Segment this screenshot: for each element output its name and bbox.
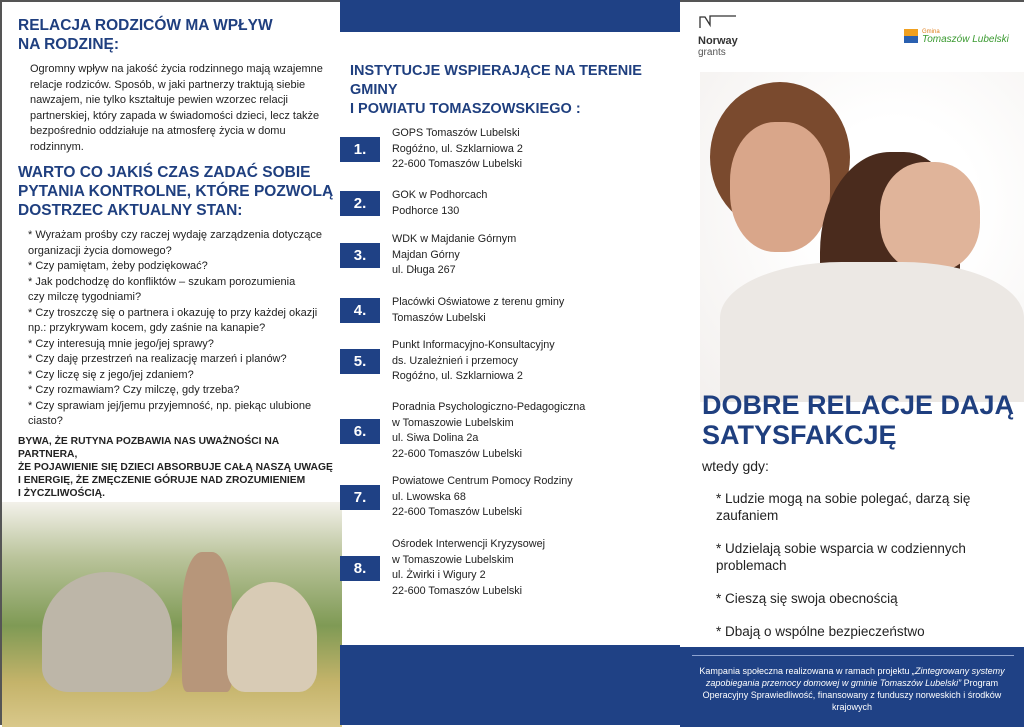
intro-paragraph (30, 62, 323, 155)
condition-item: * Udzielają sobie wsparcia w codziennych problemach (716, 541, 966, 573)
institution-address (392, 400, 585, 462)
institution-item (340, 126, 523, 173)
address-line: WDK w Majdanie Górnym (392, 233, 517, 245)
address-line: ul. Żwirki i Wigury 2 (392, 569, 486, 581)
heading-control-questions: WARTO CO JAKIŚ CZAS ZADAĆ SOBIE PYTANIA KONTROLNE, KTÓRE POZWOLĄ DOSTRZEC AKTUALNY STAN: (18, 164, 334, 219)
question-line: * Jak podchodzę do konfliktów – szukam porozumienia (28, 275, 296, 288)
question-line: ciasto? (28, 415, 63, 427)
norway-grants-logo: Norway grants (698, 14, 738, 58)
question-line: organizacji życia domowego? (28, 244, 172, 257)
top-band (340, 0, 680, 32)
address-line: Powiatowe Centrum Pomocy Rodziny (392, 475, 573, 487)
institution-item (340, 232, 516, 279)
question-line: * Czy rozmawiam? Czy milczę, gdy trzeba? (28, 384, 240, 396)
address-line: Rogóźno, ul. Szklarniowa 2 (392, 370, 523, 382)
question-line: * Czy interesują mnie jego/jej sprawy? (28, 337, 214, 350)
questions-list (28, 228, 322, 430)
conditions-list (716, 490, 1006, 656)
institution-address (392, 338, 555, 385)
address-line: Rogóźno, ul. Szklarniowa 2 (392, 142, 523, 155)
heading-parents-relation: RELACJA RODZICÓW MA WPŁYW NA RODZINĘ: (18, 17, 273, 53)
institution-item (340, 295, 564, 326)
address-line: GOPS Tomaszów Lubelski (392, 127, 520, 139)
address-line: GOK w Podhorcach (392, 189, 488, 201)
address-line: ds. Uzależnień i przemocy (392, 354, 519, 367)
address-line: 22-600 Tomaszów Lubelski (392, 506, 523, 518)
address-line: w Tomaszowie Lubelskim (392, 553, 514, 566)
intro-line: bezpośrednio oddziałuje na atmosferę życia w domu (30, 125, 286, 137)
gmina-logo: Gmina Tomaszów Lubelski (904, 28, 1009, 44)
institution-address (392, 474, 573, 521)
closing-line: I ENERGIĘ, ŻE ZMĘCZENIE GÓRUJE NAD ZROZUMIENIEM (18, 475, 306, 486)
institution-number: 4. (340, 298, 380, 323)
norway-logo-icon (698, 14, 738, 30)
institution-number: 8. (340, 556, 380, 581)
institution-number: 1. (340, 137, 380, 162)
address-line: Tomaszów Lubelski (392, 311, 486, 324)
intro-line: relacje rodziców. Sposób, w jaki partnerzy traktują siebie (30, 78, 306, 91)
address-line: 22-600 Tomaszów Lubelski (392, 158, 523, 170)
institution-address (392, 295, 564, 326)
gmina-crest-icon (904, 29, 918, 43)
footer-band: Kampania społeczna realizowana w ramach projektu „Zintegrowany systemy zapobiegania przemocy domowej w gminie Tomaszów Lubelski” Program Operacyjny Sprawiedliwość, finansowany z funduszy norweskich i środków krajowych (680, 647, 1024, 727)
question-line: czy milczę tygodniami? (28, 291, 142, 303)
couple-photo (700, 72, 1024, 402)
institution-item (340, 400, 585, 462)
address-line: ul. Siwa Dolina 2a (392, 432, 479, 444)
address-line: Majdan Górny (392, 248, 460, 261)
intro-line: nawzajem, nie tylko kształtuje pewien wzorzec relacji (30, 94, 288, 106)
institution-address (392, 232, 516, 279)
family-photo (2, 502, 342, 727)
question-line: * Czy sprawiam jej/jemu przyjemność, np. piekąc ulubione (28, 399, 312, 412)
question-line: * Czy liczę się z jego/jej zdaniem? (28, 368, 194, 381)
subtitle: wtedy gdy: (702, 458, 769, 474)
address-line: Podhorce 130 (392, 204, 460, 217)
institution-item (340, 338, 555, 385)
address-line: 22-600 Tomaszów Lubelski (392, 584, 523, 597)
closing-line: BYWA, ŻE RUTYNA POZBAWIA NAS UWAŻNOŚCI NA PARTNERA, (18, 436, 279, 460)
intro-line: Ogromny wpływ na jakość życia rodzinnego mają wzajemne (30, 63, 323, 75)
footer-divider (692, 655, 1014, 656)
condition-item: * Dbają o wspólne bezpieczeństwo (716, 624, 925, 639)
question-line: * Czy pamiętam, żeby podziękować? (28, 260, 208, 272)
closing-line: I ŻYCZLIWOŚCIĄ. (18, 488, 105, 499)
address-line: Ośrodek Interwencji Kryzysowej (392, 538, 546, 550)
condition-item: * Ludzie mogą na sobie polegać, darzą się zaufaniem (716, 491, 971, 523)
condition-item: * Cieszą się swoja obecnością (716, 591, 898, 606)
closing-line: ŻE POJAWIENIE SIĘ DZIECI ABSORBUJE CAŁĄ NASZĄ UWAGĘ (18, 462, 333, 473)
closing-note (18, 435, 340, 500)
intro-line: partnerskiej, który zapada w świadomości dzieci, lecz także (30, 109, 320, 122)
address-line: ul. Długa 267 (392, 264, 456, 276)
address-line: Punkt Informacyjno-Konsultacyjny (392, 339, 555, 351)
intro-line: rodzinnym. (30, 140, 84, 153)
address-line: 22-600 Tomaszów Lubelski (392, 447, 523, 460)
institution-address (392, 537, 545, 599)
institution-item (340, 474, 573, 521)
institution-number: 7. (340, 485, 380, 510)
question-line: * Czy daję przestrzeń na realizację marzeń i planów? (28, 353, 287, 365)
question-line: * Czy troszczę się o partnera i okazuję to przy każdej okazji (28, 306, 318, 319)
institution-number: 3. (340, 243, 380, 268)
right-panel (680, 0, 1024, 725)
institution-address (392, 188, 487, 219)
institution-number: 5. (340, 349, 380, 374)
institution-item (340, 188, 487, 219)
address-line: Poradnia Psychologiczno-Pedagogiczna (392, 401, 586, 413)
left-panel (0, 0, 340, 725)
address-line: Placówki Oświatowe z terenu gminy (392, 296, 565, 308)
heading-institutions: INSTYTUCJE WSPIERAJĄCE NA TERENIE GMINY I POWIATU TOMASZOWSKIEGO : (350, 63, 642, 117)
institution-number: 2. (340, 191, 380, 216)
question-line: np.: przykrywam kocem, gdy zaśnie na kanapie? (28, 322, 266, 334)
address-line: ul. Lwowska 68 (392, 490, 466, 503)
institution-item (340, 537, 545, 599)
bottom-band (340, 645, 680, 725)
question-line: * Wyrażam prośby czy raczej wydaję zarządzenia dotyczące (28, 229, 322, 241)
middle-panel (340, 0, 680, 725)
institution-address (392, 126, 523, 173)
address-line: w Tomaszowie Lubelskim (392, 416, 514, 429)
institution-number: 6. (340, 419, 380, 444)
main-title: DOBRE RELACJE DAJĄ SATYSFAKCJĘ (702, 390, 1015, 450)
